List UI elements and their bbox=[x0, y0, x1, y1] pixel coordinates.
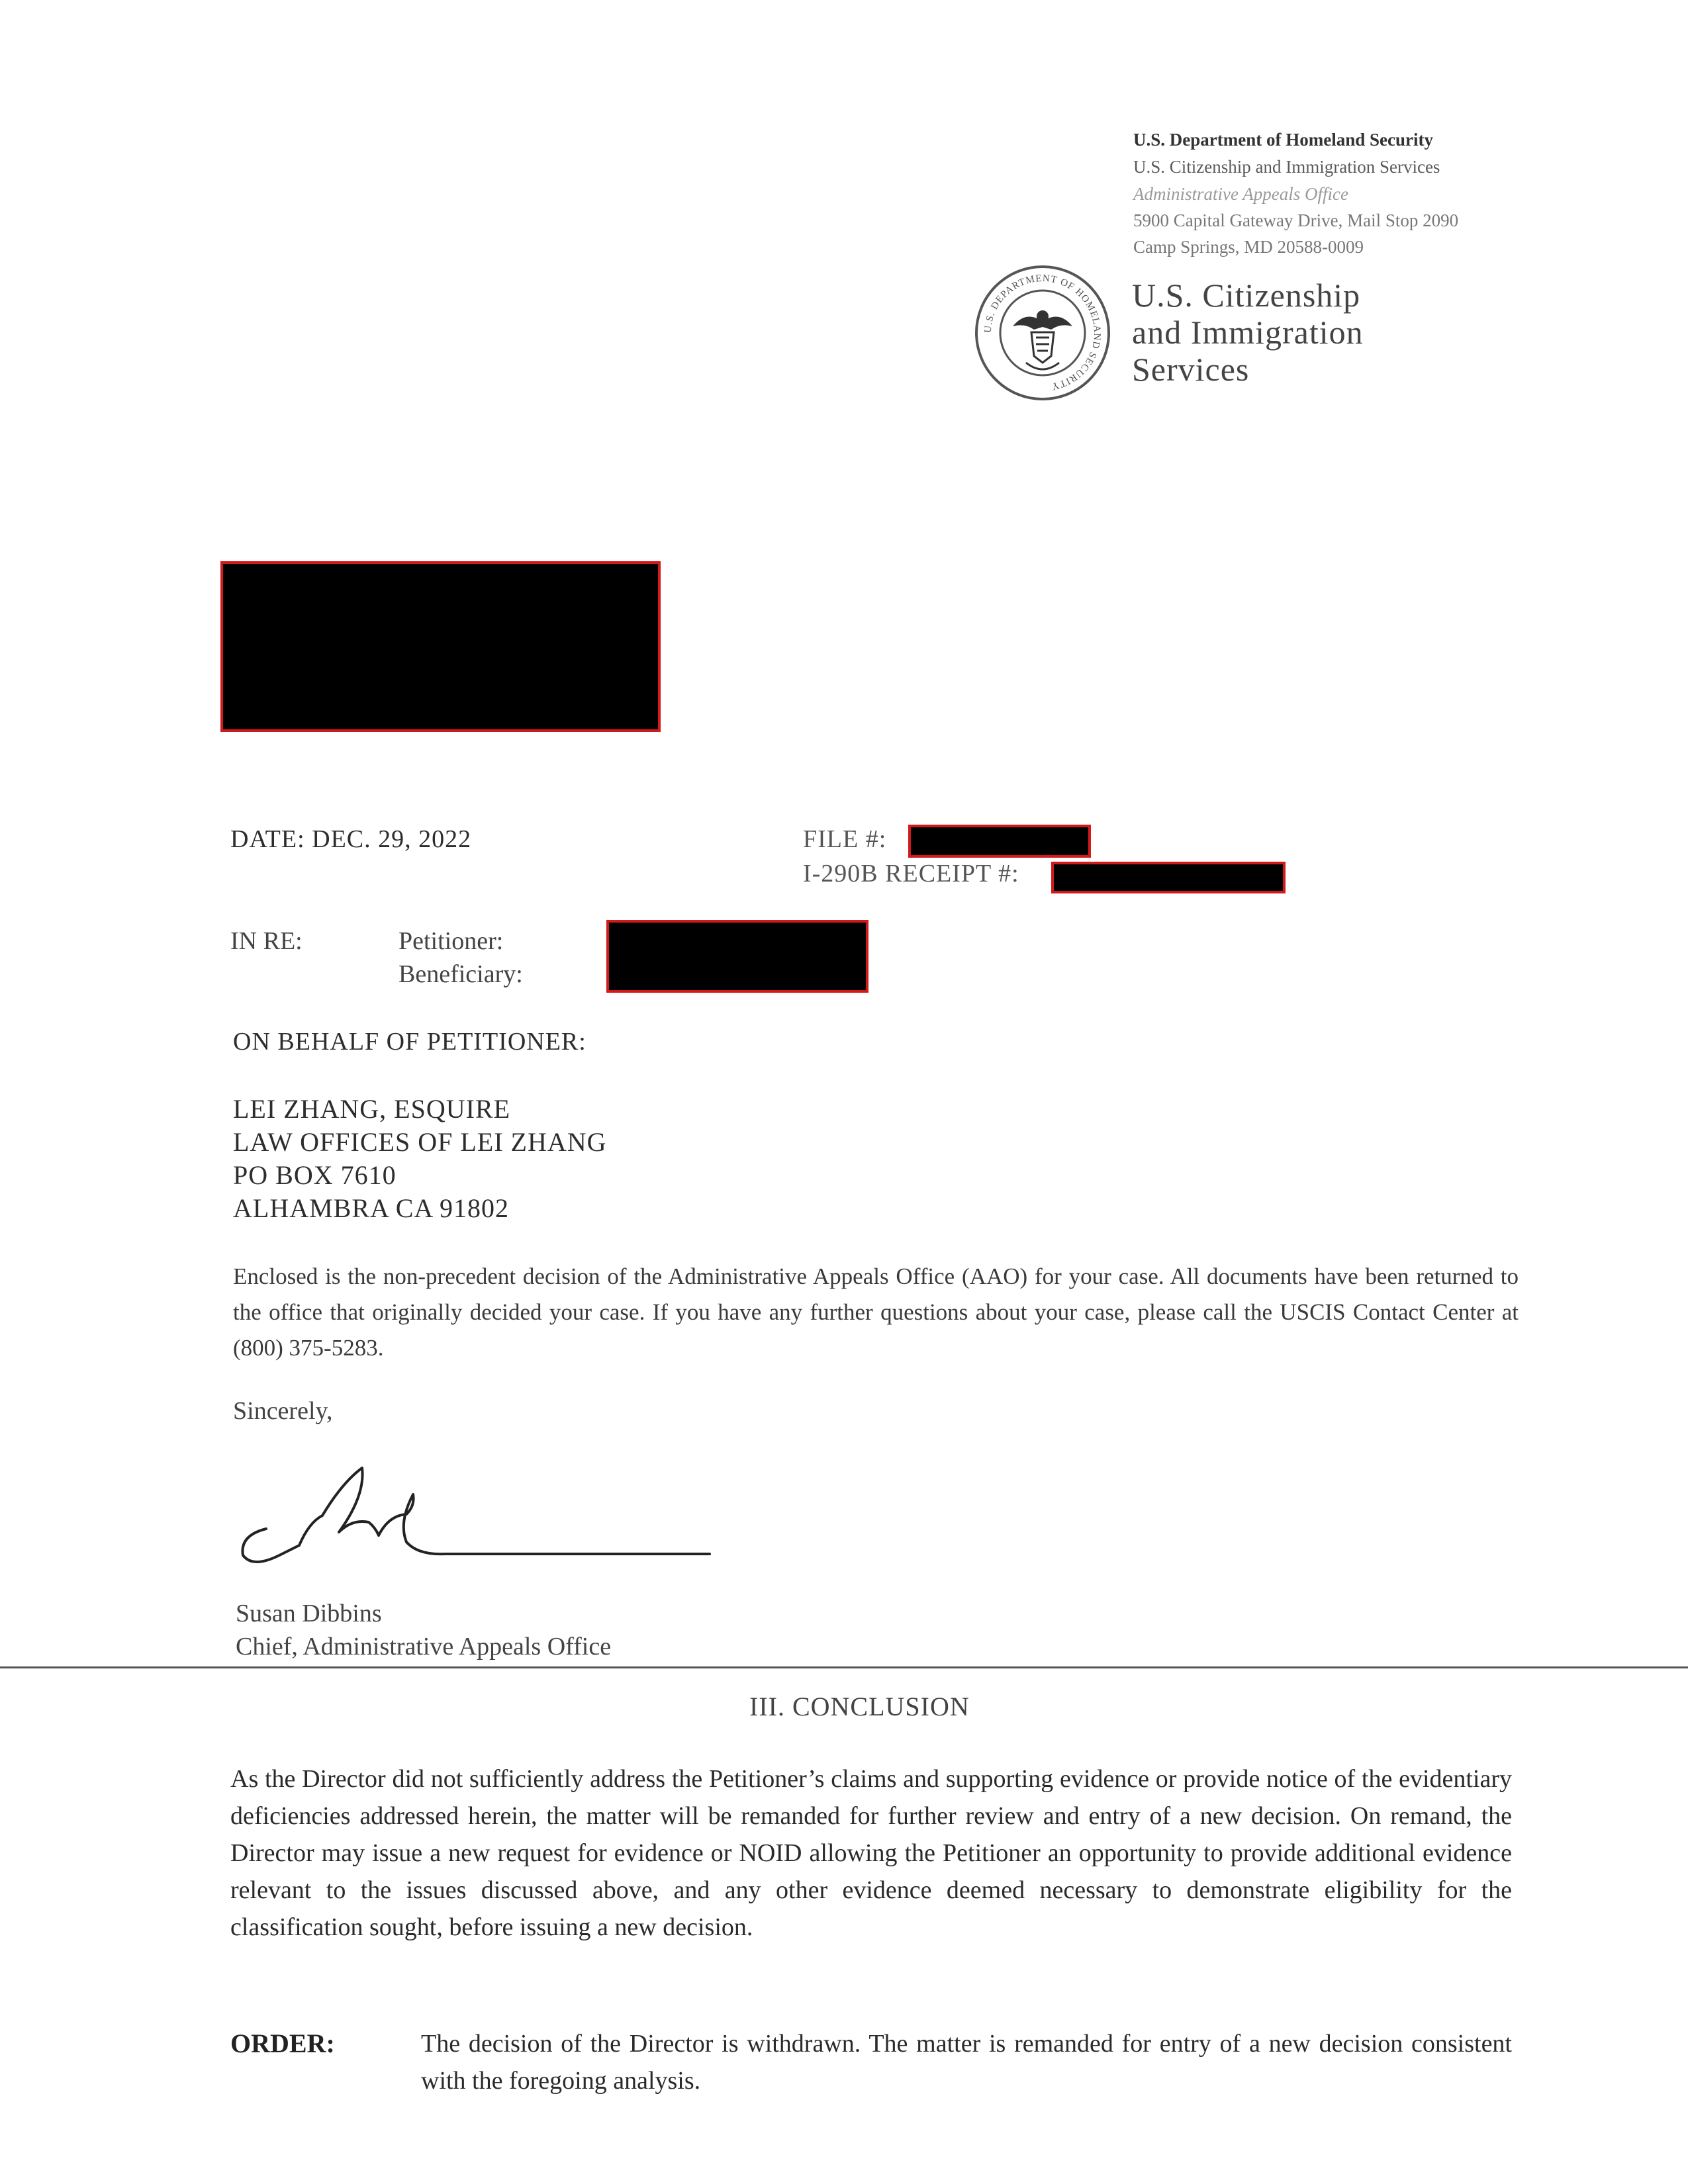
aao-office-line: Administrative Appeals Office bbox=[1133, 184, 1348, 204]
conclusion-heading: III. CONCLUSION bbox=[749, 1692, 970, 1721]
address-line: ALHAMBRA CA 91802 bbox=[233, 1193, 510, 1223]
address-line: LAW OFFICES OF LEI ZHANG bbox=[233, 1127, 607, 1157]
dhs-seal-icon bbox=[973, 263, 1112, 402]
seal-text: U.S. DEPARTMENT OF HOMELAND SECURITY bbox=[982, 273, 1103, 392]
in-re-label: IN RE: bbox=[230, 927, 303, 955]
conclusion-paragraph: As the Director did not sufficiently address the Petitioner’s claims and supporting evidence or provide notice of the evidentiary deficiencies addressed herein, the matter will be remanded for further review and entry of a new decision. On remand, the Director may issue a new request for evidence or NOID allowing the Petitioner an opportunity to provide additional evidence relevant to the issues discussed above, and any other evidence deemed necessary to demonstrate eligibility for the classification sought, before issuing a new decision. bbox=[230, 1765, 1512, 1941]
redacted-file-number bbox=[908, 825, 1091, 858]
petitioner-label: Petitioner: bbox=[399, 927, 504, 955]
agency-brand-line-2: and Immigration bbox=[1132, 314, 1364, 351]
agency-brand-line-3: Services bbox=[1132, 351, 1250, 388]
signer-name: Susan Dibbins bbox=[236, 1600, 382, 1627]
dhs-department-line: U.S. Department of Homeland Security bbox=[1133, 130, 1433, 150]
redacted-party-names bbox=[606, 920, 868, 993]
address-line: LEI ZHANG, ESQUIRE bbox=[233, 1094, 511, 1124]
redacted-receipt-number bbox=[1051, 862, 1286, 893]
receipt-number-label: I-290B RECEIPT #: bbox=[803, 860, 1019, 887]
uscis-agency-line: U.S. Citizenship and Immigration Services bbox=[1133, 157, 1440, 177]
signer-title: Chief, Administrative Appeals Office bbox=[236, 1633, 612, 1661]
file-number-label: FILE #: bbox=[803, 825, 887, 853]
on-behalf-heading: ON BEHALF OF PETITIONER: bbox=[233, 1028, 586, 1056]
order-text: The decision of the Director is withdrawn. The matter is remanded for entry of a new decision consistent with the foregoing analysis. bbox=[421, 2030, 1512, 2095]
closing: Sincerely, bbox=[233, 1397, 333, 1425]
address-line-1: 5900 Capital Gateway Drive, Mail Stop 2090 bbox=[1133, 210, 1459, 230]
signature-image bbox=[233, 1456, 723, 1569]
beneficiary-label: Beneficiary: bbox=[399, 960, 523, 988]
page-divider bbox=[0, 1666, 1688, 1668]
redacted-recipient-block bbox=[220, 561, 661, 732]
address-line-2: Camp Springs, MD 20588-0009 bbox=[1133, 237, 1364, 257]
order-label: ORDER: bbox=[230, 2028, 335, 2058]
enclosure-paragraph: Enclosed is the non-precedent decision of the Administrative Appeals Office (AAO) for your case. All documents have been returned to the office that originally decided your case. If you have any further questions about your case, please call the USCIS Contact Center at (800) 375-5283. bbox=[233, 1263, 1519, 1361]
agency-brand-line-1: U.S. Citizenship bbox=[1132, 277, 1361, 314]
address-line: PO BOX 7610 bbox=[233, 1160, 397, 1190]
letter-date: DATE: DEC. 29, 2022 bbox=[230, 825, 472, 853]
